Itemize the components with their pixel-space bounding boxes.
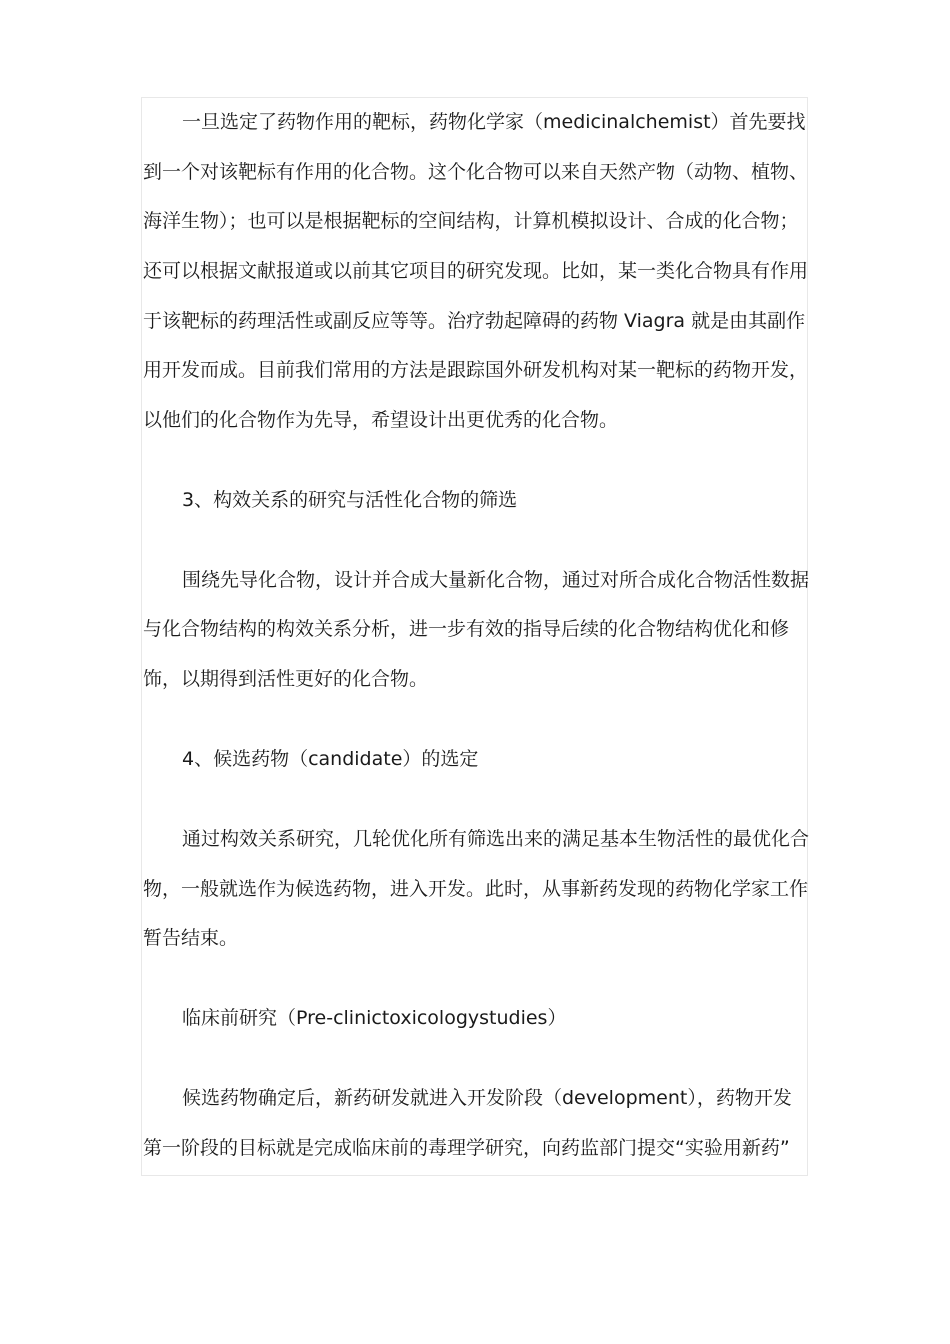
section-heading-preclinical: 临床前研究（Pre-clinictoxicologystudies） (182, 1007, 567, 1029)
paragraph-4-line-2: 第一阶段的目标就是完成临床前的毒理学研究，向药监部门提交“实验用新药” (143, 1137, 790, 1159)
section-heading-3: 3、构效关系的研究与活性化合物的筛选 (182, 489, 518, 511)
paragraph-1-line-5: 于该靶标的药理活性或副反应等等。治疗勃起障碍的药物 Viagra 就是由其副作 (143, 310, 806, 332)
paragraph-2-line-3: 饰，以期得到活性更好的化合物。 (143, 668, 429, 690)
paragraph-3-line-1: 通过构效关系研究，几轮优化所有筛选出来的满足基本生物活性的最优化合 (182, 828, 810, 850)
paragraph-1-line-1: 一旦选定了药物作用的靶标，药物化学家（medicinalchemist）首先要找 (182, 111, 806, 133)
paragraph-2-line-1: 围绕先导化合物，设计并合成大量新化合物，通过对所合成化合物活性数据 (182, 569, 810, 591)
paragraph-1-line-7: 以他们的化合物作为先导，希望设计出更优秀的化合物。 (143, 409, 619, 431)
paragraph-3-line-3: 暂告结束。 (143, 927, 239, 949)
section-heading-4: 4、候选药物（candidate）的选定 (182, 748, 479, 770)
paragraph-2-line-2: 与化合物结构的构效关系分析，进一步有效的指导后续的化合物结构优化和修 (143, 618, 790, 640)
paragraph-1-line-6: 用开发而成。目前我们常用的方法是跟踪国外研发机构对某一靶标的药物开发， (143, 359, 809, 381)
paragraph-3-line-2: 物，一般就选作为候选药物，进入开发。此时，从事新药发现的药物化学家工作 (143, 878, 809, 900)
paragraph-1-line-4: 还可以根据文献报道或以前其它项目的研究发现。比如，某一类化合物具有作用 (143, 260, 809, 282)
paragraph-1-line-3: 海洋生物）；也可以是根据靶标的空间结构，计算机模拟设计、合成的化合物； (143, 210, 799, 232)
paragraph-1-line-2: 到一个对该靶标有作用的化合物。这个化合物可以来自天然产物（动物、植物、 (143, 161, 809, 183)
paragraph-4-line-1: 候选药物确定后，新药研发就进入开发阶段（development），药物开发 (182, 1087, 792, 1109)
